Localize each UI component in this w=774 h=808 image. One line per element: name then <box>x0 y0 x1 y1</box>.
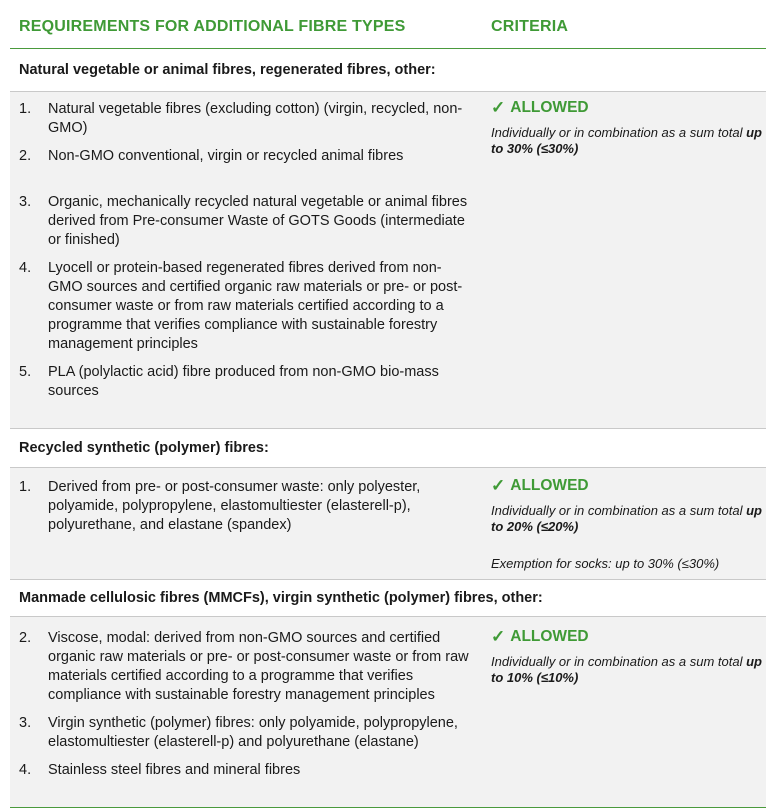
section-title: Manmade cellulosic fibres (MMCFs), virgin synthetic (polymer) fibres, other: <box>10 579 766 617</box>
list-item <box>19 363 473 401</box>
list-item <box>19 259 473 354</box>
allowed-status <box>491 627 766 647</box>
item-number: 5. <box>19 364 32 380</box>
list-item <box>19 193 473 250</box>
list-item <box>19 147 473 166</box>
criteria-text <box>491 503 766 535</box>
allowed-label: ALLOWED <box>510 99 589 116</box>
item-number: 1. <box>19 479 32 495</box>
list-item <box>19 761 473 780</box>
list-item <box>19 478 473 535</box>
list-item <box>19 100 473 138</box>
list-item <box>19 629 473 705</box>
item-number: 2. <box>19 630 32 646</box>
section-body <box>10 617 766 808</box>
checkmark-icon: ✓ <box>491 98 506 117</box>
criteria-desc: Individually or in combination as a sum total <box>491 503 743 518</box>
allowed-label: ALLOWED <box>510 477 589 494</box>
allowed-status <box>491 476 766 496</box>
requirements-header: REQUIREMENTS FOR ADDITIONAL FIBRE TYPES <box>19 18 406 35</box>
exemption-text: Exemption for socks: up to 30% (≤30%) <box>491 556 720 571</box>
allowed-label: ALLOWED <box>510 628 589 645</box>
section-title: Natural vegetable or animal fibres, regenerated fibres, other: <box>10 49 766 92</box>
item-text: Derived from pre- or post-consumer waste: only polyester, polyamide, polypropylene, elastomultiester (elasterell-p), polyurethane, and elastane (spandex) <box>48 479 421 533</box>
item-number: 4. <box>19 260 32 276</box>
item-text: Lyocell or protein-based regenerated fibres derived from non-GMO sources and certified organic raw materials or pre- or post-consumer waste or from raw materials certified according to a programme that verifies compliance with sustainable forestry management principles <box>48 260 463 352</box>
item-text: Non-GMO conventional, virgin or recycled animal fibres <box>48 148 404 164</box>
table-header <box>10 6 766 49</box>
criteria-desc: Individually or in combination as a sum total <box>491 654 743 669</box>
criteria-limit: up to 20% (≤20%) <box>491 503 762 534</box>
checkmark-icon: ✓ <box>491 476 506 495</box>
item-number: 1. <box>19 101 32 117</box>
section-body-cont <box>10 193 766 428</box>
item-text: Stainless steel fibres and mineral fibres <box>48 762 301 778</box>
item-number: 3. <box>19 715 32 731</box>
criteria-text <box>491 654 766 686</box>
checkmark-icon: ✓ <box>491 627 506 646</box>
item-text: Virgin synthetic (polymer) fibres: only polyamide, polypropylene, elastomultiester (elasterell-p) and polyurethane (elastane) <box>48 715 458 750</box>
fibre-requirements-table <box>10 6 766 808</box>
section-body <box>10 468 766 579</box>
item-text: PLA (polylactic acid) fibre produced from non-GMO bio-mass sources <box>48 364 439 399</box>
section-body <box>10 92 766 193</box>
item-number: 2. <box>19 148 32 164</box>
criteria-limit: up to 30% (≤30%) <box>491 125 762 156</box>
item-text: Organic, mechanically recycled natural vegetable or animal fibres derived from Pre-consumer Waste of GOTS Goods (intermediate or finished) <box>48 194 468 248</box>
criteria-limit: up to 10% (≤10%) <box>491 654 762 685</box>
item-number: 3. <box>19 194 32 210</box>
item-number: 4. <box>19 762 32 778</box>
item-text: Natural vegetable fibres (excluding cotton) (virgin, recycled, non-GMO) <box>48 101 463 136</box>
item-text: Viscose, modal: derived from non-GMO sources and certified organic raw materials or pre- or post-consumer waste or from raw materials certified according to a programme that verifies compliance with sustainable forestry management principles <box>48 630 469 703</box>
criteria-text <box>491 125 766 157</box>
criteria-desc: Individually or in combination as a sum total <box>491 125 743 140</box>
allowed-status <box>491 98 766 118</box>
section-title: Recycled synthetic (polymer) fibres: <box>10 428 766 468</box>
list-item <box>19 714 473 752</box>
criteria-header: CRITERIA <box>491 18 569 35</box>
